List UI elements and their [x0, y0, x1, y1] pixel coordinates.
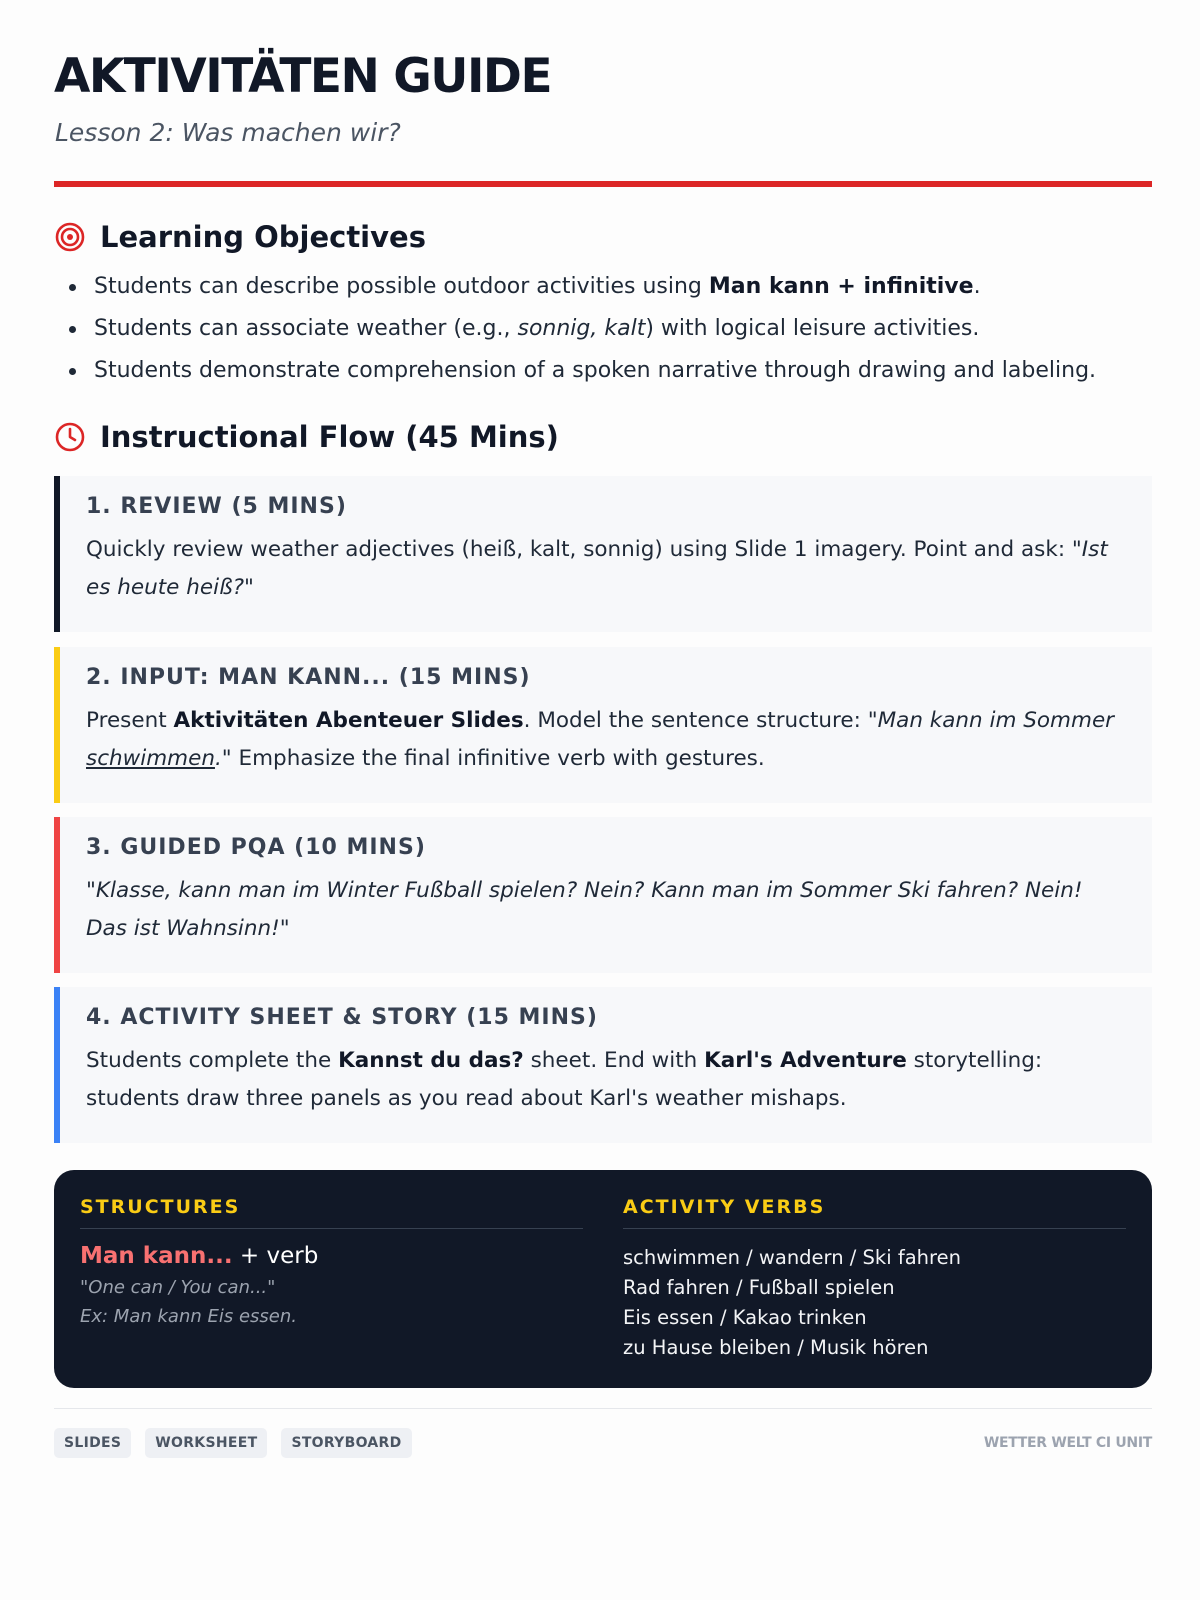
reference-panel: [54, 1170, 1152, 1388]
step-title: 2. INPUT: MAN KANN... (15 MINS): [86, 665, 531, 690]
flow-heading: Instructional Flow (45 Mins): [100, 420, 559, 454]
page-subtitle: Lesson 2: Was machen wir?: [55, 118, 401, 147]
structures-column: [80, 1196, 583, 1388]
footer-divider: [54, 1408, 1152, 1409]
list-item: Eis essen / Kakao trinken: [623, 1306, 867, 1329]
step-body: Students complete the Kannst du das? sheet. End with Karl's Adventure storytelling: students draw three panels as you read about Karl's weather mishaps.: [86, 1048, 1043, 1111]
target-icon: [54, 221, 86, 253]
list-item: Students can associate weather (e.g., sonnig, kalt) with logical leisure activities.: [54, 308, 1154, 350]
step-input: [54, 647, 1152, 803]
flow-header: [54, 420, 559, 454]
title-divider: [54, 181, 1152, 187]
step-title: 4. ACTIVITY SHEET & STORY (15 MINS): [86, 1005, 598, 1030]
structure-example: Ex: Man kann Eis essen.: [80, 1306, 298, 1327]
verbs-list: [623, 1243, 1126, 1363]
tag-storyboard: STORYBOARD: [281, 1428, 411, 1458]
list-item: Students demonstrate comprehension of a spoken narrative through drawing and labeling.: [54, 350, 1154, 392]
step-title: 3. GUIDED PQA (10 MINS): [86, 835, 426, 860]
step-review: [54, 476, 1152, 632]
list-item: schwimmen / wandern / Ski fahren: [623, 1246, 961, 1269]
step-body: Present Aktivitäten Abenteuer Slides. Model the sentence structure: "Man kann im Sommer schwimmen." Emphasize the final infinitive verb with gestures.: [86, 708, 1115, 771]
structure-pattern: Man kann... + verb: [80, 1243, 319, 1269]
resource-tags: [54, 1428, 412, 1458]
step-body: Quickly review weather adjectives (heiß, kalt, sonnig) using Slide 1 imagery. Point and ask: "Ist es heute heiß?": [86, 537, 1108, 600]
objectives-list: [54, 266, 1154, 392]
objectives-header: [54, 220, 426, 254]
structures-heading: STRUCTURES: [80, 1196, 583, 1229]
verbs-column: [623, 1196, 1126, 1388]
page-title: AKTIVITÄTEN GUIDE: [54, 49, 552, 104]
tag-slides: SLIDES: [54, 1428, 131, 1458]
tag-worksheet: WORKSHEET: [145, 1428, 267, 1458]
list-item: Students can describe possible outdoor activities using Man kann + infinitive.: [54, 266, 1154, 308]
step-body: "Klasse, kann man im Winter Fußball spielen? Nein? Kann man im Sommer Ski fahren? Nein! Das ist Wahnsinn!": [86, 878, 1083, 941]
clock-icon: [54, 421, 86, 453]
step-activity-story: [54, 987, 1152, 1143]
list-item: Rad fahren / Fußball spielen: [623, 1276, 895, 1299]
step-guided-pqa: [54, 817, 1152, 973]
unit-label: WETTER WELT CI UNIT: [983, 1435, 1152, 1451]
step-title: 1. REVIEW (5 MINS): [86, 494, 347, 519]
verbs-heading: ACTIVITY VERBS: [623, 1196, 1126, 1229]
objectives-heading: Learning Objectives: [100, 220, 426, 254]
structure-gloss: "One can / You can...": [80, 1277, 276, 1298]
list-item: zu Hause bleiben / Musik hören: [623, 1336, 929, 1359]
